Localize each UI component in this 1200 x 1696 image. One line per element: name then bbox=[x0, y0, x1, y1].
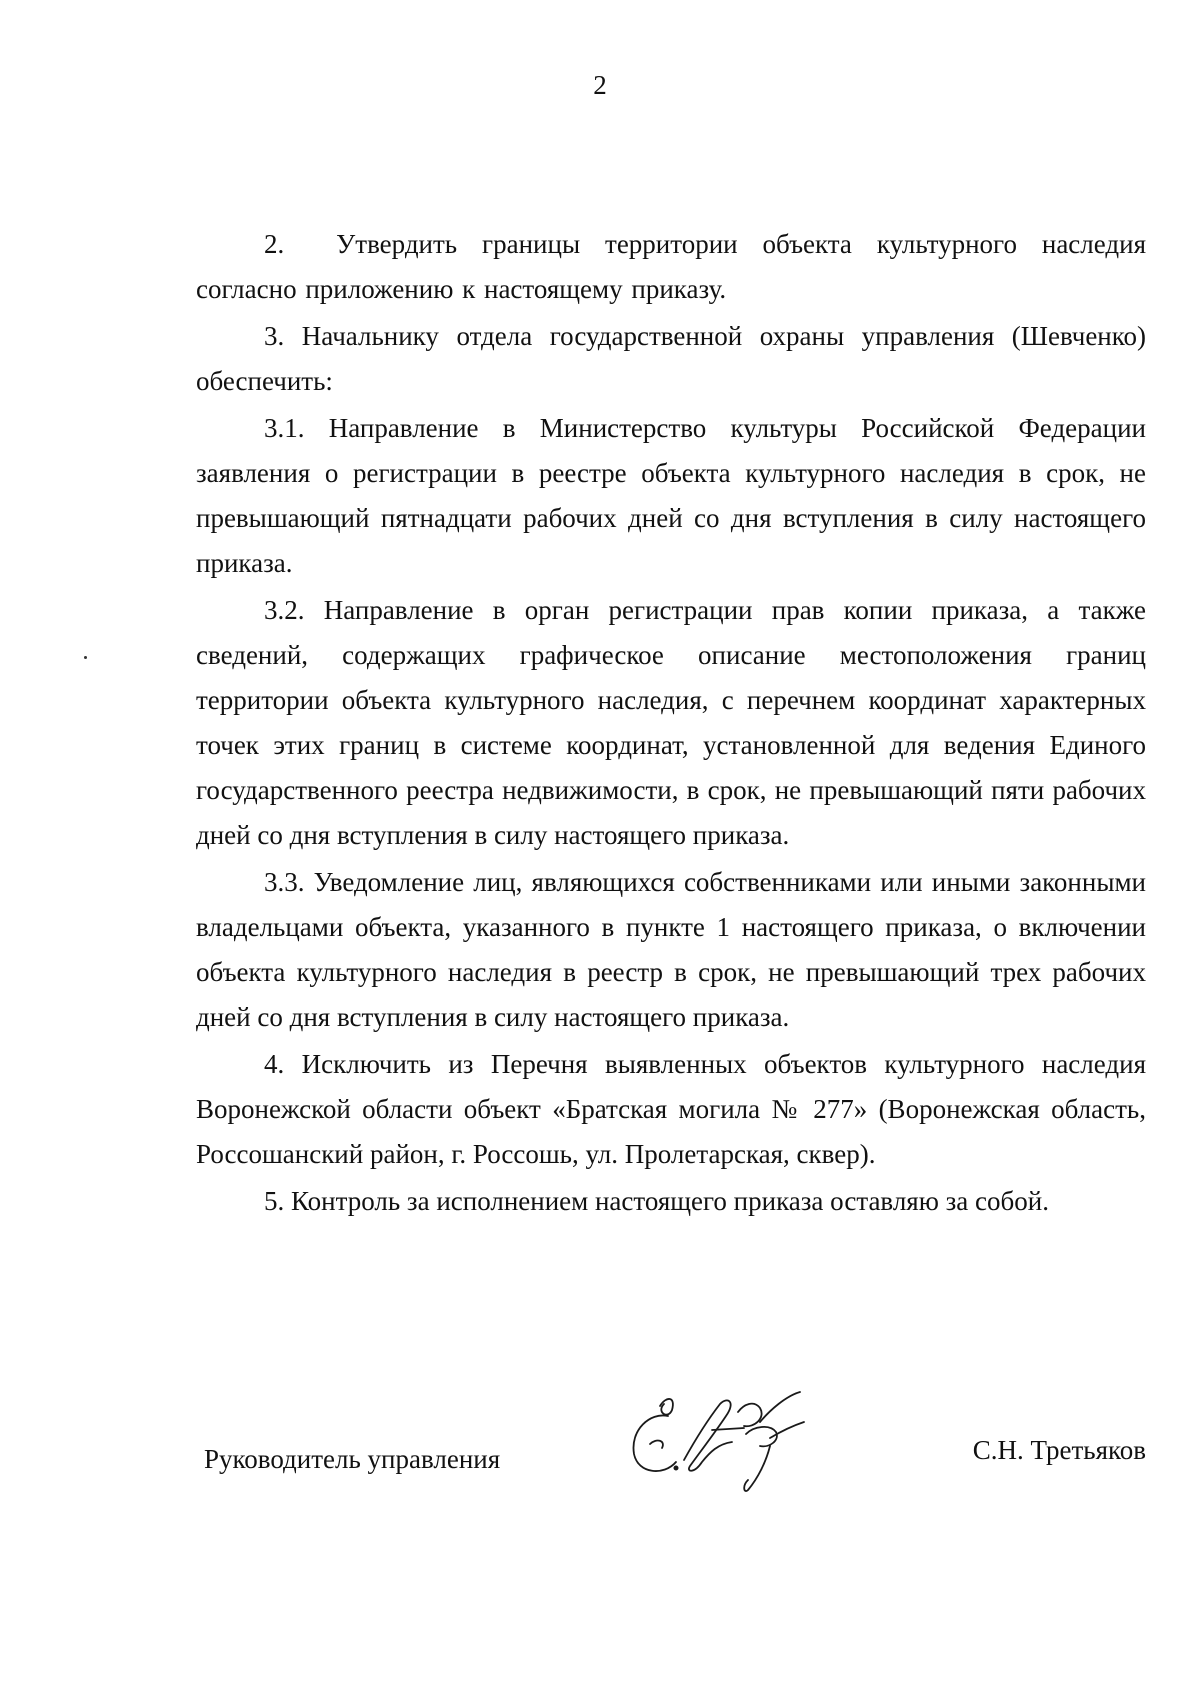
paragraph-3-1: 3.1. Направление в Министерство культуры Российской Федерации заявления о регистрации в реестре объекта культурного наследия в срок, не превышающий пятнадцати рабочих дней со дня вступления в силу настоящего приказа. bbox=[196, 413, 1146, 578]
handwritten-signature bbox=[620, 1382, 820, 1502]
scan-speck bbox=[84, 656, 87, 659]
paragraph-3-3: 3.3. Уведомление лиц, являющихся собственниками или иными законными владельцами объекта, указанного в пункте 1 настоящего приказа, о включении объекта культурного наследия в реестр в срок, не превышающий трех рабочих дней со дня вступления в силу настоящего приказа. bbox=[196, 867, 1146, 1032]
signatory-name: С.Н. Третьяков bbox=[972, 1435, 1146, 1465]
paragraph-3-2: 3.2. Направление в орган регистрации прав копии приказа, а также сведений, содержащих графическое описание местоположения границ территории объекта культурного наследия, с перечнем координат характерных точек этих границ в системе координат, установленной для ведения Единого государственного реестра недвижимости, в срок, не превышающий пяти рабочих дней со дня вступления в силу настоящего приказа. bbox=[196, 595, 1146, 850]
paragraph-5: 5. Контроль за исполнением настоящего приказа оставляю за собой. bbox=[264, 1186, 1049, 1216]
paragraph-2: 2. Утвердить границы территории объекта культурного наследия согласно приложению к настоящему приказу. bbox=[196, 229, 1146, 304]
document-body bbox=[196, 222, 1146, 1226]
signatory-position: Руководитель управления bbox=[204, 1444, 501, 1474]
signature-block bbox=[204, 1408, 1146, 1518]
paragraph-3: 3. Начальнику отдела государственной охраны управления (Шевченко) обеспечить: bbox=[196, 321, 1146, 396]
paragraph-4: 4. Исключить из Перечня выявленных объектов культурного наследия Воронежской области объект «Братская могила № 277» (Воронежская область, Россошанский район, г. Россошь, ул. Пролетарская, сквер). bbox=[196, 1049, 1146, 1169]
page-number: 2 bbox=[593, 70, 607, 100]
